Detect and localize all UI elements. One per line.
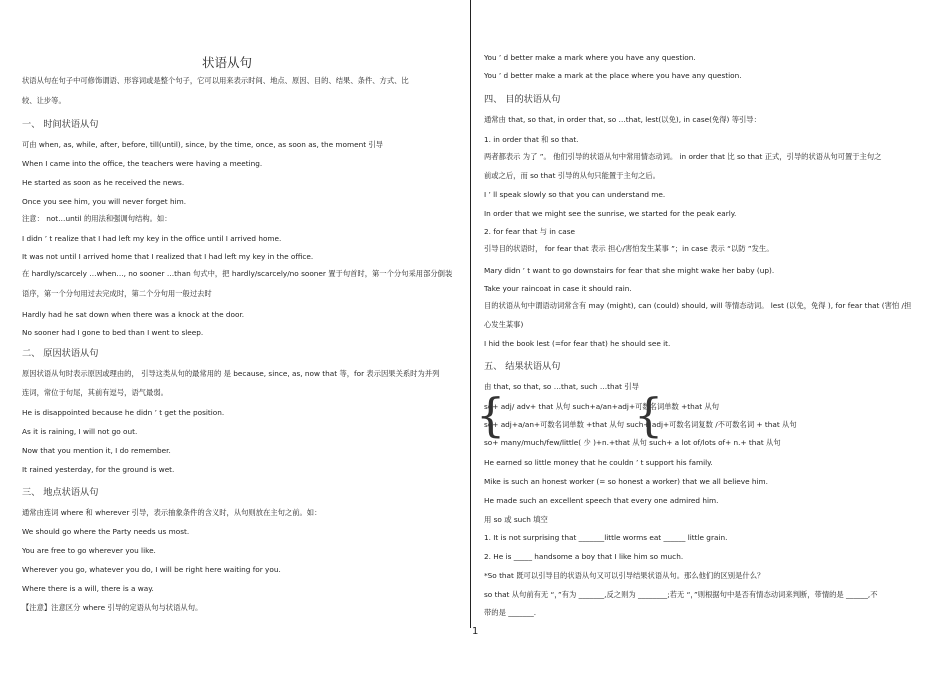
text-line: 原因状语从句时表示原因或理由的， 引导这类从句的最常用的 是 because, since, as, now that 等，for 表示因果关系时为并列 — [22, 369, 440, 378]
text-line: When I came into the office, the teachers were having a meeting. — [22, 159, 263, 168]
text-line: Hardly had he sat down when there was a knock at the door. — [22, 310, 245, 319]
left-column — [22, 0, 472, 673]
brace-decoration: { — [634, 388, 664, 442]
text-line: He is disappointed because he didn ’ t get the position. — [22, 408, 225, 417]
text-line: so+ adj/ adv+ that 从句 such+a/an+adj+可数名词单数 +that 从句 — [484, 402, 720, 411]
text-line: 【注意】注意区分 where 引导的定语从句与状语从句。 — [22, 603, 203, 612]
text-line: We should go where the Party needs us most. — [22, 527, 190, 536]
text-line: 语序，第一个分句用过去完成时，第二个分句用一般过去时 — [22, 289, 212, 298]
text-line: 带的是 _______. — [484, 608, 537, 617]
text-line: He made such an excellent speech that every one admired him. — [484, 496, 719, 505]
text-line: 通常由 that, so that, in order that, so …that, lest(以免), in case(免得) 等引导： — [484, 115, 761, 124]
text-line: 通常由连词 where 和 wherever 引导，表示抽象条件的含义时，从句则放在主句之前。如： — [22, 508, 322, 517]
page-number: 1 — [472, 626, 479, 637]
section-heading: 四、 目的状语从句 — [484, 94, 561, 105]
text-line: He started as soon as he received the news. — [22, 178, 185, 187]
text-line: 引导目的状语时， for fear that 表示 担心/害怕发生某事 ”；in case 表示 “以防 ”发生。 — [484, 244, 774, 253]
text-line: You are free to go wherever you like. — [22, 546, 156, 555]
text-line: Once you see him, you will never forget him. — [22, 197, 187, 206]
text-line: 2. He is _____ handsome a boy that I like him so much. — [484, 552, 684, 561]
text-line: 2. for fear that 与 in case — [484, 227, 575, 236]
text-line: Mary didn ’ t want to go downstairs for fear that she might wake her baby (up). — [484, 266, 775, 275]
text-line: It was not until I arrived home that I realized that I had left my key in the office. — [22, 252, 314, 261]
text-line: I hid the book lest (=for fear that) he should see it. — [484, 339, 671, 348]
text-line: 较、让步等。 — [22, 96, 66, 105]
text-line: Mike is such an honest worker (= so honest a worker) that we all believe him. — [484, 477, 768, 486]
text-line: 由 that, so that, so …that, such …that 引导 — [484, 382, 639, 391]
text-line: Wherever you go, whatever you do, I will be right here waiting for you. — [22, 565, 281, 574]
text-line: so that 从句前有无 “，”有为 _______,反之则为 ________;若无 “，”则根据句中是否有情态动词来判断，带情的是 ______,不 — [484, 590, 878, 599]
text-line: 状语从句在句子中可修饰谓语、形容词或是整个句子，它可以用来表示时间、地点、原因、目的、结果、条件、方式、比 — [22, 76, 409, 85]
text-line: 两者都表示 为了 ”。 他们引导的状语从句中常用情态动词。 in order that 比 so that 正式，引导的状语从句可置于主句之 — [484, 152, 882, 161]
section-heading: 二、 原因状语从句 — [22, 348, 99, 359]
text-line: As it is raining, I will not go out. — [22, 427, 138, 436]
text-line: 心发生某事) — [484, 320, 524, 329]
text-line: In order that we might see the sunrise, we started for the peak early. — [484, 209, 737, 218]
text-line: 1. in order that 和 so that. — [484, 135, 579, 144]
brace-decoration: { — [476, 388, 506, 442]
text-line: 目的状语从句中谓语动词常含有 may (might), can (could) should, will 等情态动词。 lest (以免，免得 ), for fear that (害怕 /担 — [484, 301, 912, 310]
text-line: He earned so little money that he couldn ’ t support his family. — [484, 458, 713, 467]
text-line: I ’ ll speak slowly so that you can understand me. — [484, 190, 666, 199]
text-line: No sooner had I gone to bed than I went to sleep. — [22, 328, 204, 337]
text-line: Now that you mention it, I do remember. — [22, 446, 171, 455]
text-line: You ’ d better make a mark where you have any question. — [484, 53, 696, 62]
section-heading: 五、 结果状语从句 — [484, 361, 561, 372]
section-heading: 三、 地点状语从句 — [22, 487, 99, 498]
text-line: 在 hardly/scarcely …when…, no sooner …than 句式中，把 hardly/scarcely/no sooner 置于句首时，第一个分句采用部分倒装 — [22, 269, 453, 278]
text-line: Take your raincoat in case it should rain. — [484, 284, 632, 293]
text-line: so+ many/much/few/little( 少 )+n.+that 从句 such+ a lot of/lots of+ n.+ that 从句 — [484, 438, 781, 447]
column-divider — [470, 0, 471, 628]
text-line: 注意： not…until 的用法和强调句结构。如： — [22, 214, 172, 223]
right-column — [476, 0, 930, 673]
text-line: 可由 when, as, while, after, before, till(until), since, by the time, once, as soon as, the moment 引导 — [22, 140, 383, 149]
text-line: Where there is a will, there is a way. — [22, 584, 154, 593]
document-title: 状语从句 — [202, 55, 253, 70]
text-line: It rained yesterday, for the ground is wet. — [22, 465, 175, 474]
text-line: You ’ d better make a mark at the place where you have any question. — [484, 71, 742, 80]
text-line: 1. It is not surprising that _______little worms eat ______ little grain. — [484, 533, 728, 542]
section-heading: 一、 时间状语从句 — [22, 119, 99, 130]
text-line: *So that 既可以引导目的状语从句又可以引导结果状语从句。那么他们的区别是什么？ — [484, 571, 765, 580]
text-line: so+ adj+a/an+可数名词单数 +that 从句 such+ adj+可数名词复数 /不可数名词 + that 从句 — [484, 420, 797, 429]
text-line: I didn ’ t realize that I had left my key in the office until I arrived home. — [22, 234, 282, 243]
text-line: 用 so 或 such 填空 — [484, 515, 548, 524]
text-line: 前或之后，而 so that 引导的从句只能置于主句之后。 — [484, 171, 660, 180]
text-line: 连词，常位于句尾，其前有逗号，语气最弱。 — [22, 388, 168, 397]
